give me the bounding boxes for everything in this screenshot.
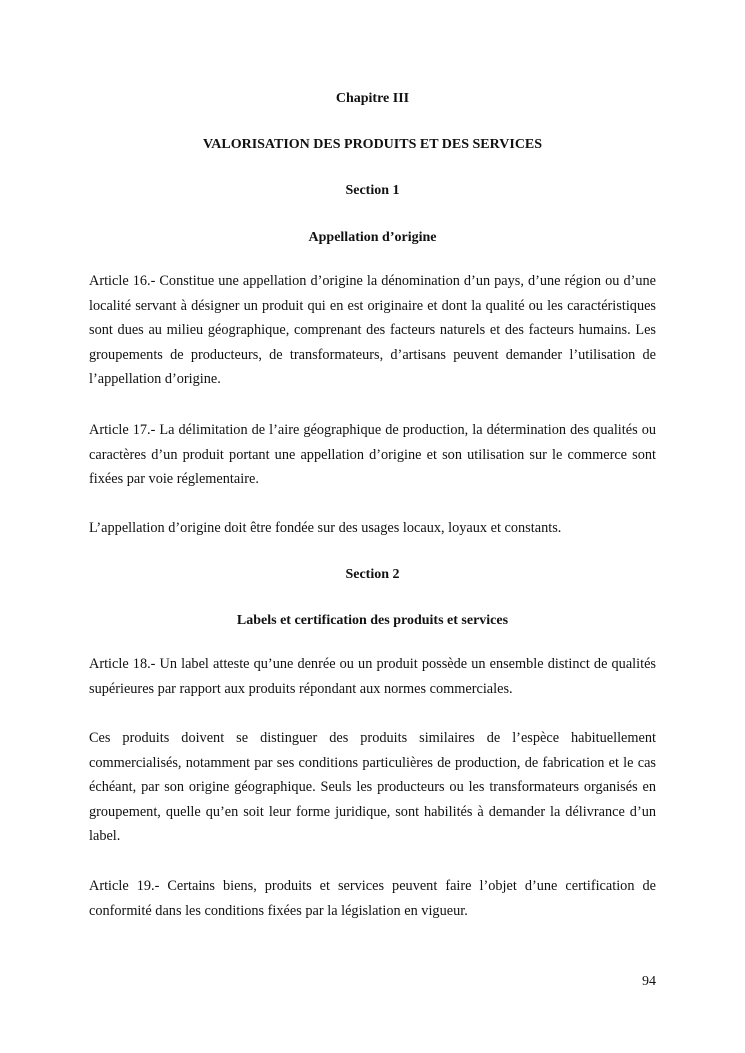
article-16-paragraph: Article 16.- Constitue une appellation d’origine la dénomination d’un pays, d’une région ou d’une localité servant à désigner un produit qui en est originaire et dont la qualité ou les caractéristiques sont dues au milieu géographique, comprenant des facteurs naturels et des facteurs humains. Les groupements de producteurs, de transformateurs, d’artisans peuvent demander l’utilisation de l’appellation d’origine. — [89, 273, 656, 387]
article-17-paragraph: Article 17.- La délimitation de l’aire géographique de production, la détermination des qualités ou caractères d’un produit portant une appellation d’origine et son utilisation sur le commerce sont fixées par voie réglementaire. — [89, 422, 656, 487]
article-19-paragraph: Article 19.- Certains biens, produits et services peuvent faire l’objet d’une certification de conformité dans les conditions fixées par la législation en vigueur. — [89, 878, 656, 919]
article-18-paragraph: Article 18.- Un label atteste qu’une denrée ou un produit possède un ensemble distinct de qualités supérieures par rapport aux produits répondant aux normes commerciales. — [89, 656, 656, 697]
appellation-paragraph: L’appellation d’origine doit être fondée sur des usages locaux, loyaux et constants. — [89, 520, 562, 536]
section-1-label: Section 1 — [345, 183, 400, 198]
section-1-title: Appellation d’origine — [308, 230, 437, 245]
section-2-label: Section 2 — [345, 567, 400, 582]
section-2-title: Labels et certification des produits et services — [236, 613, 509, 628]
products-paragraph: Ces produits doivent se distinguer des produits similaires de l’espèce habituellement commercialisés, notamment par ses conditions particulières de production, de fabrication et le cas échéant, par son origine géographique. Seuls les producteurs ou les transformateurs organisés en groupement, quelle qu’en soit leur forme juridique, sont habilités à demander la délivrance d’un label. — [89, 730, 656, 844]
chapter-title: VALORISATION DES PRODUITS ET DES SERVICES — [202, 137, 543, 152]
chapter-label: Chapitre III — [335, 91, 410, 106]
page-number: 94 — [642, 974, 656, 989]
